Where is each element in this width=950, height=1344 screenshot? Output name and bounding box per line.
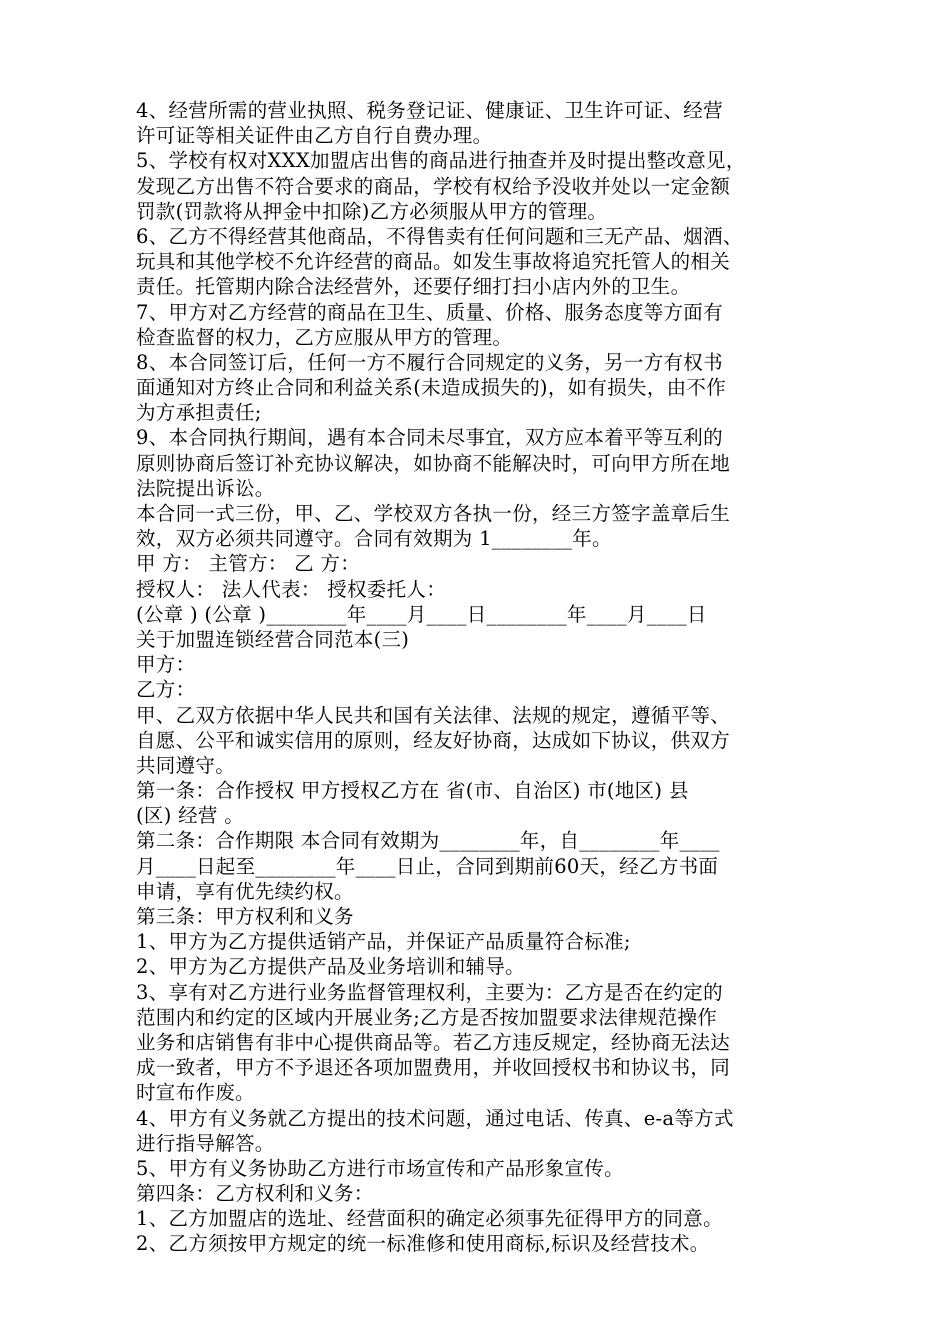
text-line: 申请，享有优先续约权。 [136, 879, 354, 903]
text-line: 检查监督的权力，乙方应服从甲方的管理。 [136, 325, 513, 349]
text-line: 2、乙方须按甲方规定的统一标准修和使用商标,标识及经营技术。 [136, 1232, 710, 1256]
text-line: 成一致者，甲方不予退还各项加盟费用，并收回授权书和协议书，同 [136, 1056, 731, 1080]
text-line: 第二条：合作期限 本合同有效期为________年，自________年____ [136, 829, 720, 853]
text-line: 许可证等相关证件由乙方自行自费办理。 [136, 124, 493, 148]
text-line: 甲方： [136, 653, 196, 677]
text-line: 面通知对方终止合同和利益关系(未造成损失的)，如有损失，由不作 [136, 376, 727, 400]
text-line: 甲、乙双方依据中华人民共和国有关法律、法规的规定，遵循平等、 [136, 703, 731, 727]
text-line: 共同遵守。 [136, 753, 236, 777]
text-line: 业务和店销售有非中心提供商品等。若乙方违反规定，经协商无法达 [136, 1030, 731, 1054]
text-line: 授权人： 法人代表： 授权委托人： [136, 577, 446, 601]
text-line: 1、乙方加盟店的选址、经营面积的确定必须事先征得甲方的同意。 [136, 1207, 723, 1231]
text-line: 5、甲方有义务协助乙方进行市场宣传和产品形象宣传。 [136, 1156, 624, 1180]
text-line: 3、享有对乙方进行业务监督管理权利，主要为：乙方是否在约定的 [136, 980, 723, 1004]
text-line: 7、甲方对乙方经营的商品在卫生、质量、价格、服务态度等方面有 [136, 300, 723, 324]
text-line: 为方承担责任; [136, 401, 262, 425]
text-line: 乙方： [136, 678, 196, 702]
text-line: 关于加盟连锁经营合同范本(三) [136, 627, 410, 651]
text-line: 9、本合同执行期间，遇有本合同未尽事宜，双方应本着平等互利的 [136, 426, 723, 450]
text-line: 效，双方必须共同遵守。合同有效期为 1________年。 [136, 527, 612, 551]
text-line: 第三条：甲方权利和义务 [136, 905, 354, 928]
text-line: 进行指导解答。 [136, 1131, 275, 1155]
text-line: 第四条：乙方权利和义务： [136, 1182, 374, 1206]
text-line: 甲 方： 主管方： 乙 方： [136, 552, 360, 576]
text-line: 5、学校有权对XXX加盟店出售的商品进行抽查并及时提出整改意见， [136, 149, 746, 173]
text-line: 玩具和其他学校不允许经营的商品。如发生事故将追究托管人的相关 [136, 250, 731, 274]
text-line: 时宣布作废。 [136, 1081, 255, 1105]
text-line: 第一条：合作授权 甲方授权乙方在 省(市、自治区) 市(地区) 县 [136, 779, 689, 803]
text-line: 月____日起至________年____日止，合同到期前60天，经乙方书面 [136, 854, 719, 878]
text-line: (公章 ) (公章 )________年____月____日________年____月____日 [136, 602, 707, 626]
text-line: 罚款(罚款将从押金中扣除)乙方必须服从甲方的管理。 [136, 199, 608, 223]
text-line: 4、经营所需的营业执照、税务登记证、健康证、卫生许可证、经营 [136, 99, 723, 122]
document-body [136, 98, 840, 1257]
text-line: 6、乙方不得经营其他商品，不得售卖有任何问题和三无产品、烟酒、 [136, 224, 743, 248]
text-line: 责任。托管期内除合法经营外，还要仔细打扫小店内外的卫生。 [136, 275, 691, 299]
text-line: 发现乙方出售不符合要求的商品，学校有权给予没收并处以一定金额 [136, 174, 731, 198]
text-line: 本合同一式三份，甲、乙、学校双方各执一份，经三方签字盖章后生 [136, 502, 731, 525]
text-line: 范围内和约定的区域内开展业务;乙方是否按加盟要求法律规范操作 [136, 1005, 718, 1029]
text-line: (区) 经营 。 [136, 804, 245, 828]
text-line: 原则协商后签订补充协议解决，如协商不能解决时，可向甲方所在地 [136, 451, 731, 475]
text-line: 4、甲方有义务就乙方提出的技术问题，通过电话、传真、e-a等方式 [136, 1106, 734, 1130]
text-line: 自愿、公平和诚实信用的原则，经友好协商，达成如下协议，供双方 [136, 728, 731, 752]
text-line: 2、甲方为乙方提供产品及业务培训和辅导。 [136, 955, 525, 979]
text-line: 8、本合同签订后，任何一方不履行合同规定的义务，另一方有权书 [136, 350, 723, 374]
text-line: 1、甲方为乙方提供适销产品，并保证产品质量符合标准; [136, 930, 631, 954]
text-line: 法院提出诉讼。 [136, 476, 275, 500]
